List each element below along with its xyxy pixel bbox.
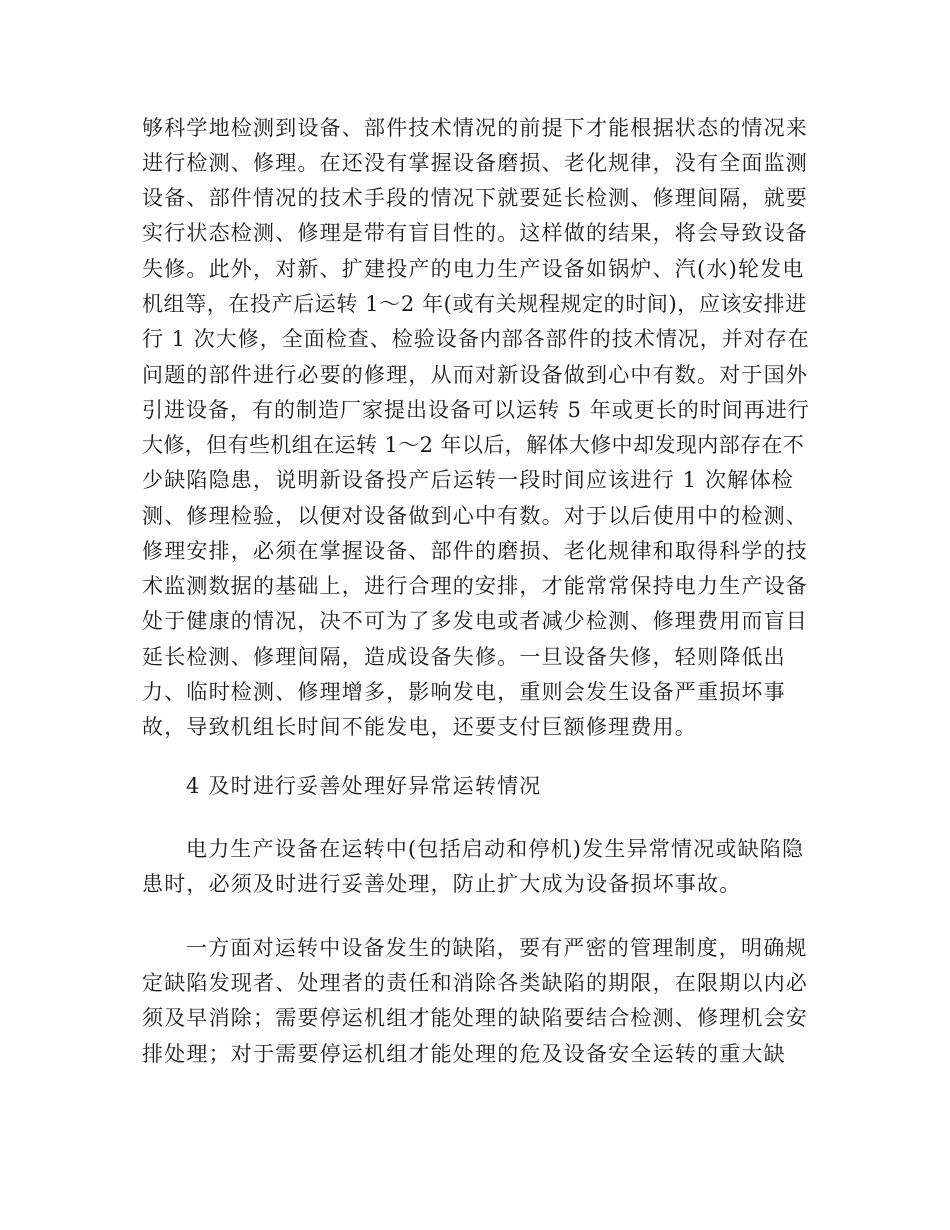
text-line: 术监测数据的基础上，进行合理的安排，才能常常保持电力生产设备: [142, 574, 808, 598]
text-line: 排处理；对于需要停运机组才能处理的危及设备安全运转的重大缺: [142, 1042, 786, 1066]
text-line: 故，导致机组长时间不能发电，还要支付巨额修理费用。: [142, 715, 697, 739]
text-line: 失修。此外，对新、扩建投产的电力生产设备如锅炉、汽(水)轮发电: [142, 257, 805, 281]
text-line: 一方面对运转中设备发生的缺陷，要有严密的管理制度，明确规: [186, 936, 808, 960]
text-line: 电力生产设备在运转中(包括启动和停机)发生异常情况或缺陷隐: [186, 837, 805, 861]
section-heading: 4 及时进行妥善处理好异常运转情况: [186, 774, 542, 798]
text-line: 行 1 次大修，全面检查、检验设备内部各部件的技术情况，并对存在: [142, 327, 810, 351]
text-line: 患时，必须及时进行妥善处理，防止扩大成为设备损坏事故。: [142, 872, 742, 896]
text-line: 处于健康的情况，决不可为了多发电或者减少检测、修理费用而盲目: [142, 609, 808, 633]
text-line: 测、修理检验，以便对设备做到心中有数。对于以后使用中的检测、: [142, 504, 808, 528]
text-line: 够科学地检测到设备、部件技术情况的前提下才能根据状态的情况来: [142, 116, 808, 140]
text-line: 问题的部件进行必要的修理，从而对新设备做到心中有数。对于国外: [142, 363, 808, 387]
text-line: 修理安排，必须在掌握设备、部件的磨损、老化规律和取得科学的技: [142, 539, 808, 563]
text-line: 延长检测、修理间隔，造成设备失修。一旦设备失修，轻则降低出: [142, 645, 786, 669]
text-line: 进行检测、修理。在还没有掌握设备磨损、老化规律，没有全面监测: [142, 151, 808, 175]
text-line: 少缺陷隐患，说明新设备投产后运转一段时间应该进行 1 次解体检: [142, 468, 794, 492]
text-line: 机组等，在投产后运转 1～2 年(或有关规程规定的时间)，应该安排进: [142, 292, 807, 316]
text-line: 力、临时检测、修理增多，影响发电，重则会发生设备严重损坏事: [142, 680, 786, 704]
text-line: 大修，但有些机组在运转 1～2 年以后，解体大修中却发现内部存在不: [142, 433, 805, 457]
text-line: 定缺陷发现者、处理者的责任和消除各类缺陷的期限，在限期以内必: [142, 971, 808, 995]
text-line: 须及早消除；需要停运机组才能处理的缺陷要结合检测、修理机会安: [142, 1006, 808, 1030]
text-line: 设备、部件情况的技术手段的情况下就要延长检测、修理间隔，就要: [142, 186, 808, 210]
text-line: 引进设备，有的制造厂家提出设备可以运转 5 年或更长的时间再进行: [142, 398, 810, 422]
text-line: 实行状态检测、修理是带有盲目性的。这样做的结果，将会导致设备: [142, 221, 808, 245]
